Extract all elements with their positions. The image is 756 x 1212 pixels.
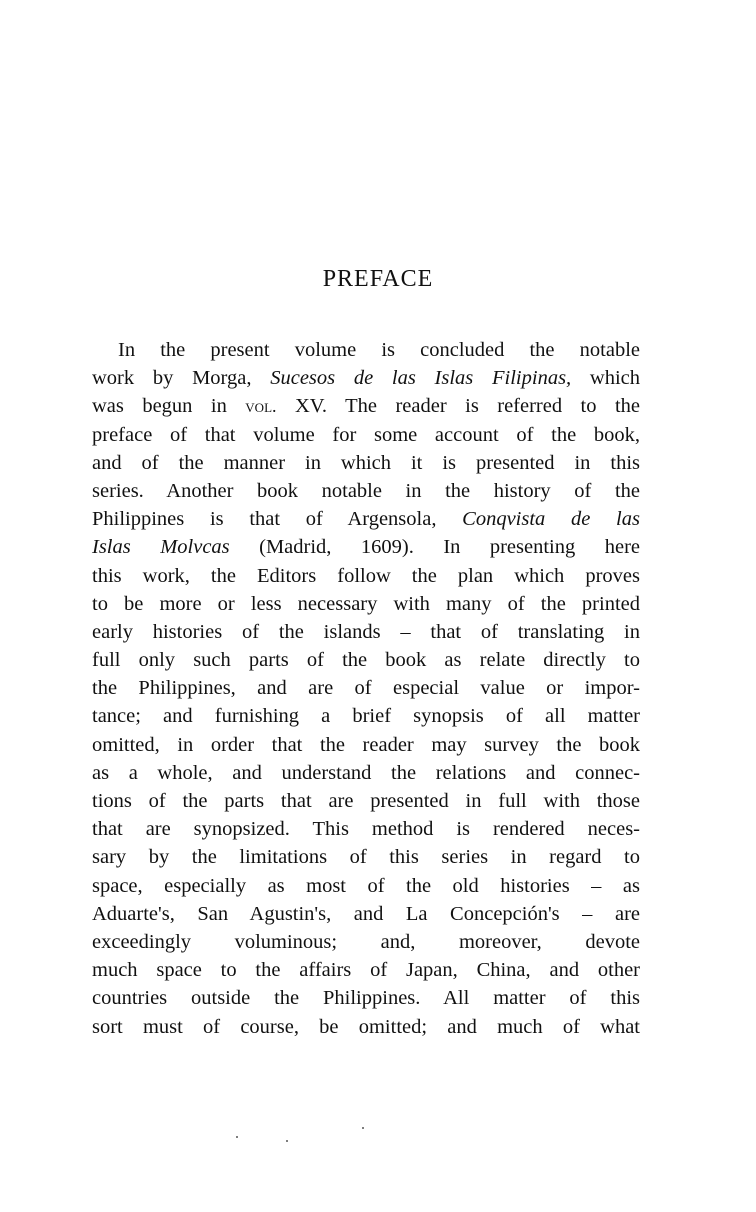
text-segment: (Madrid, 1609). In presenting here — [229, 536, 640, 559]
text-line: sary by the limitations of this series in regard to — [92, 846, 640, 869]
scan-speck — [236, 1136, 238, 1138]
scan-speck — [286, 1140, 288, 1142]
text-line: sort must of course, be omitted; and much of what — [92, 1015, 640, 1038]
text-line: that are synopsized. This method is rendered neces- — [92, 818, 640, 841]
text-line: omitted, in order that the reader may survey the book — [92, 733, 640, 756]
text-line — [92, 505, 640, 533]
book-title-italic: Sucesos de las Islas Filipinas, — [270, 367, 572, 390]
text-line: Aduarte's, San Agustin's, and La Concepción's – are — [92, 902, 640, 925]
text-line: full only such parts of the book as relate directly to — [92, 649, 640, 672]
text-line: this work, the Editors follow the plan which proves — [92, 564, 640, 587]
text-line: and of the manner in which it is presented in this — [92, 451, 640, 474]
text-segment: XV. The reader is referred to the — [276, 395, 640, 418]
text-line — [92, 533, 640, 561]
text-segment: work by Morga, — [92, 367, 271, 390]
text-segment: Philippines is that of Argensola, — [92, 508, 463, 531]
text-line — [92, 364, 640, 392]
text-line: as a whole, and understand the relations and connec- — [92, 761, 640, 784]
book-title-italic: Islas Molvcas — [92, 536, 230, 559]
text-line: much space to the affairs of Japan, China, and other — [92, 959, 640, 982]
book-title-italic: Conqvista de las — [462, 508, 640, 531]
text-line: tance; and furnishing a brief synopsis of all matter — [92, 705, 640, 728]
text-line: countries outside the Philippines. All matter of this — [92, 987, 640, 1010]
text-line: to be more or less necessary with many of the printed — [92, 592, 640, 615]
text-line: early histories of the islands – that of translating in — [92, 620, 640, 643]
text-line: space, especially as most of the old histories – as — [92, 874, 640, 897]
scan-speck — [362, 1127, 364, 1129]
text-line: In the present volume is concluded the notable — [118, 339, 640, 361]
text-line: exceedingly voluminous; and, moreover, devote — [92, 930, 640, 953]
text-line: series. Another book notable in the history of the — [92, 479, 640, 502]
text-segment: was begun in — [92, 395, 246, 418]
text-line: tions of the parts that are presented in full with those — [92, 790, 640, 812]
text-line: the Philippines, and are of especial value or impor- — [92, 677, 640, 700]
volume-reference: vol. — [245, 396, 277, 417]
text-line: preface of that volume for some account of the book, — [92, 423, 640, 446]
page-title: PREFACE — [322, 266, 434, 292]
text-line — [92, 392, 640, 420]
preface-paragraph — [92, 336, 640, 1041]
text-segment: which — [571, 367, 640, 390]
